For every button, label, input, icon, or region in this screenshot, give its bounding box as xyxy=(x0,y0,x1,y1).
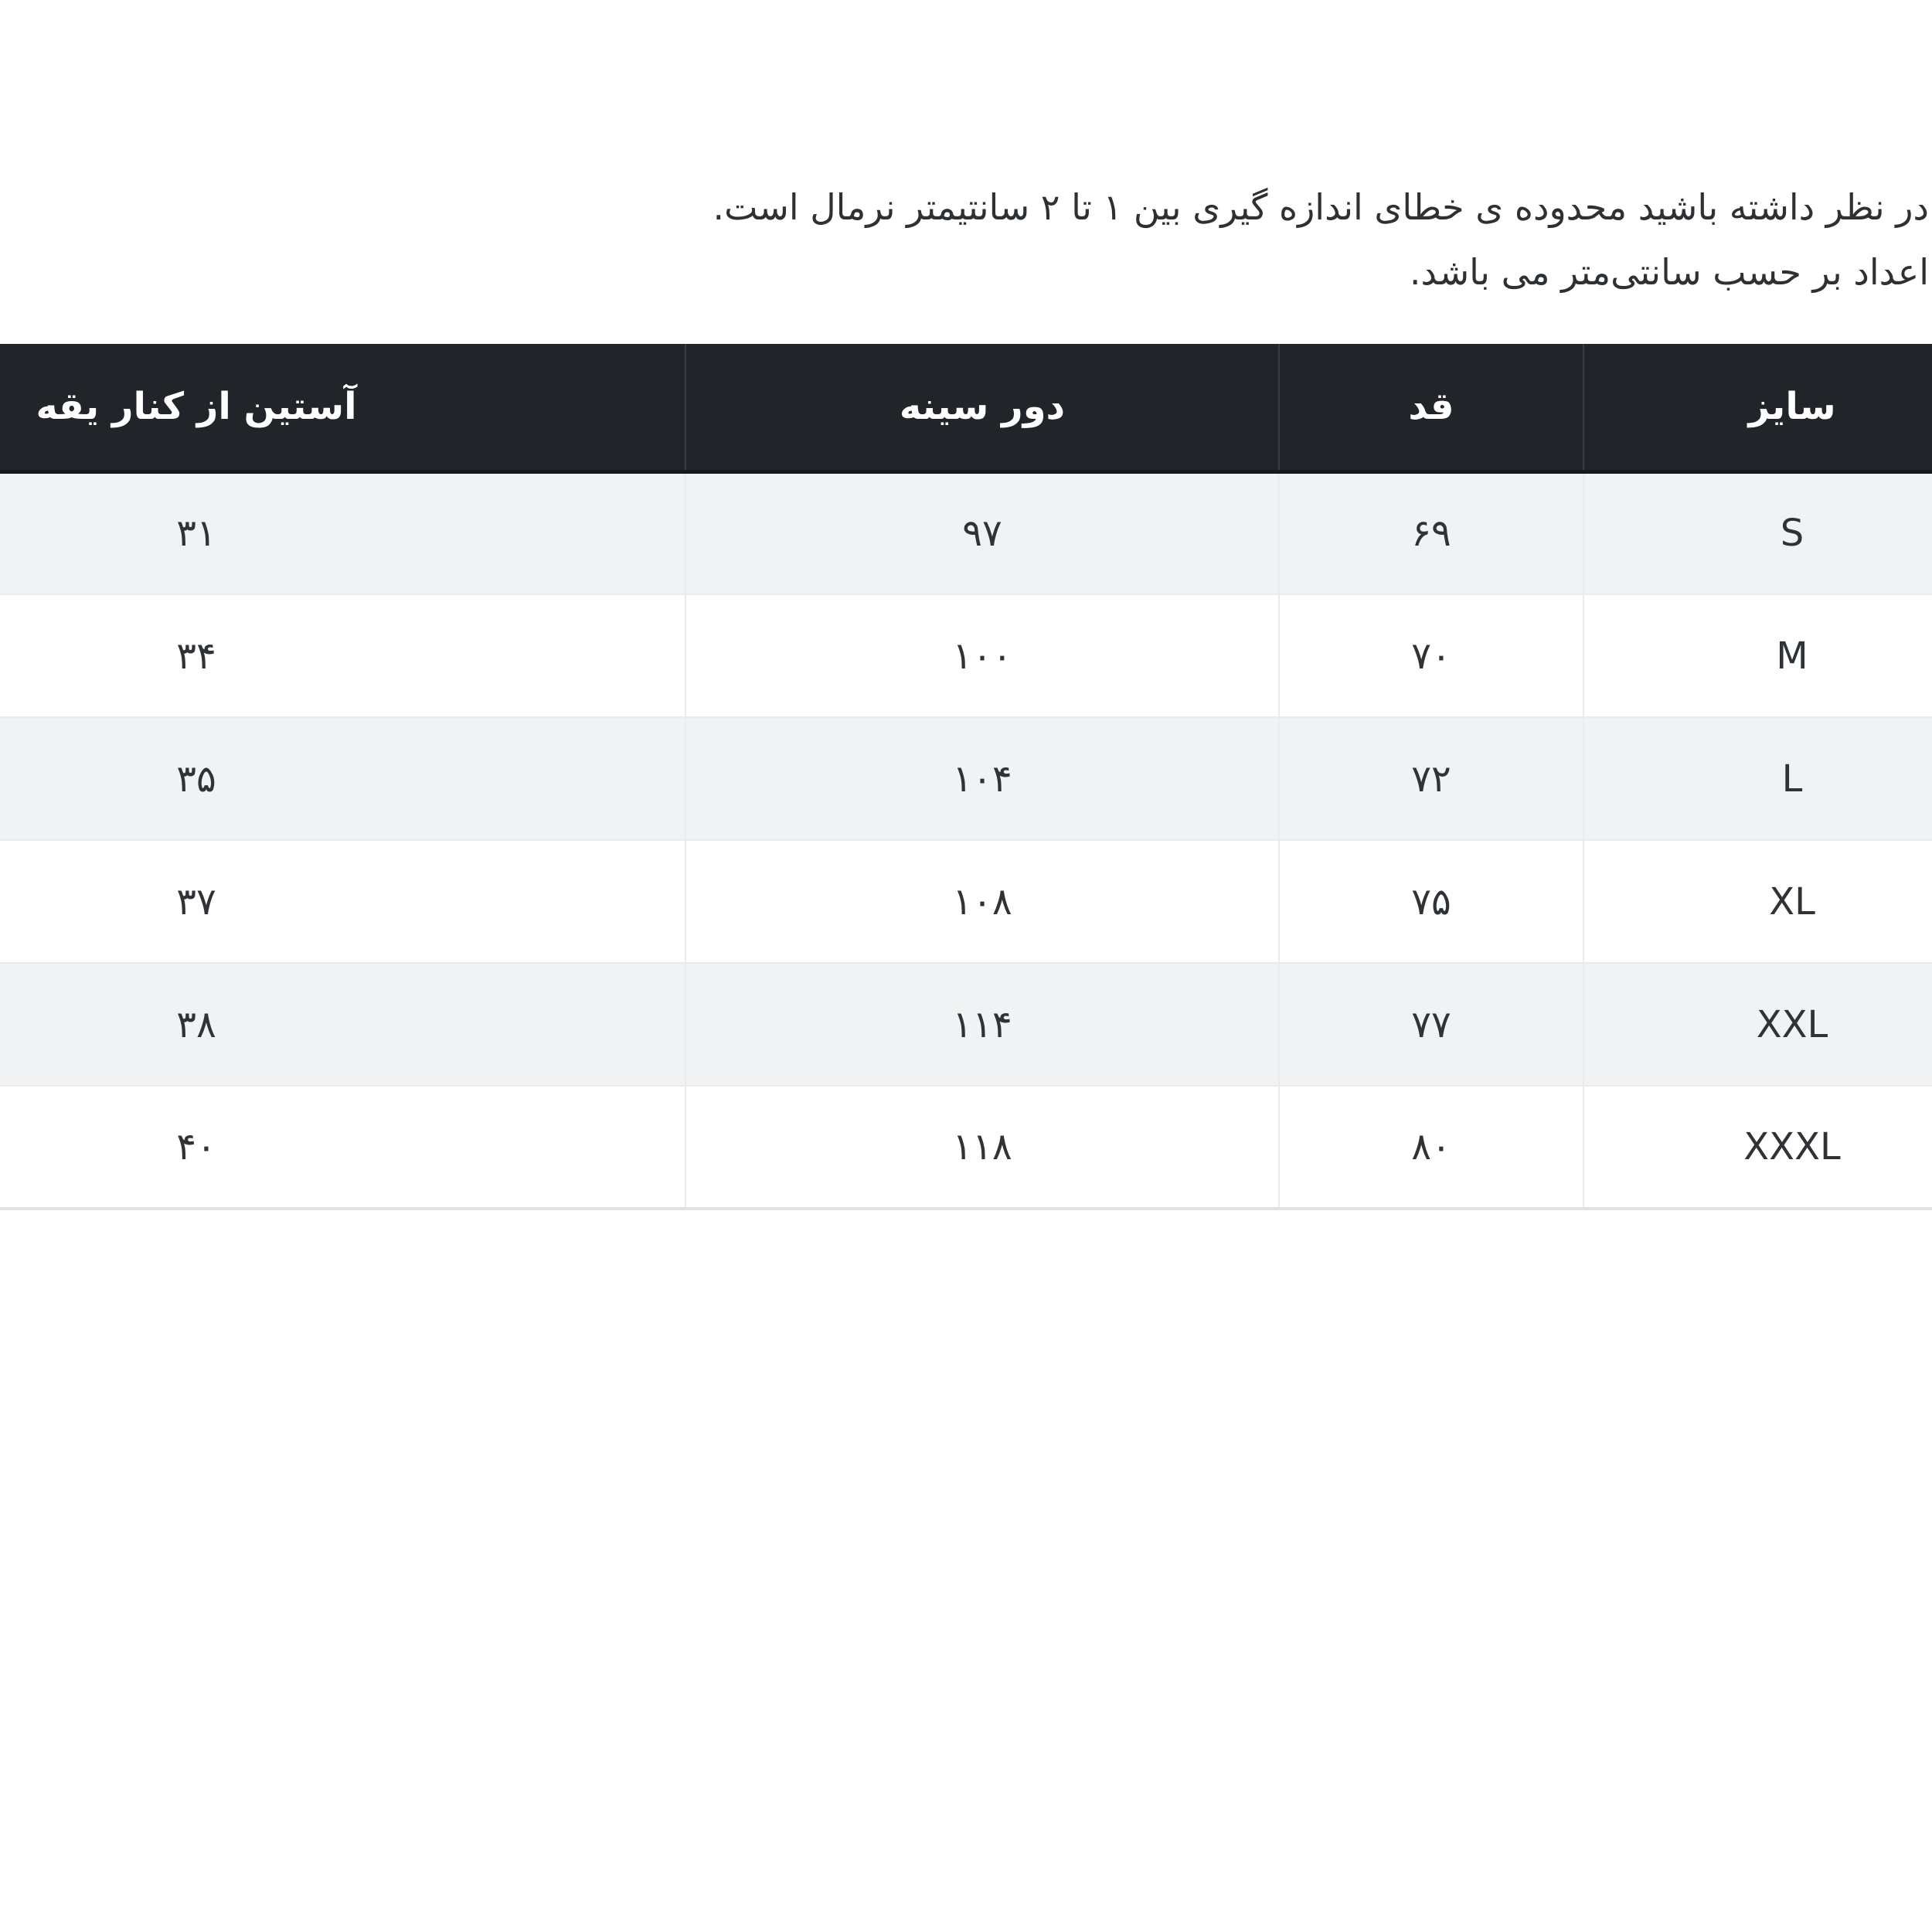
cell-size: M xyxy=(1583,594,1932,717)
column-header-size: سایز xyxy=(1583,344,1932,471)
cell-chest: ۱۰۰ xyxy=(685,594,1279,717)
cell-sleeve: ۳۱ xyxy=(0,471,685,594)
cell-chest: ۱۰۴ xyxy=(685,717,1279,840)
cell-size: XXL xyxy=(1583,963,1932,1086)
measurement-note-line-2: اعداد بر حسب سانتی‌متر می باشد. xyxy=(1409,251,1929,293)
cell-chest: ۱۱۸ xyxy=(685,1086,1279,1209)
cell-sleeve: ۳۸ xyxy=(0,963,685,1086)
measurement-note xyxy=(0,175,1929,304)
table-header-row xyxy=(0,344,1932,471)
measurement-note-line-1: در نظر داشته باشید محدوده ی خطای اندازه گیری بین ۱ تا ۲ سانتیمتر نرمال است. xyxy=(713,186,1929,228)
cell-chest: ۱۰۸ xyxy=(685,840,1279,963)
cell-sleeve: ۳۵ xyxy=(0,717,685,840)
size-chart-table xyxy=(0,344,1932,1210)
column-header-chest: دور سینه xyxy=(685,344,1279,471)
cell-height: ۸۰ xyxy=(1279,1086,1583,1209)
column-header-sleeve: آستین از کنار یقه xyxy=(0,344,685,471)
column-header-height: قد xyxy=(1279,344,1583,471)
cell-size: S xyxy=(1583,471,1932,594)
cell-sleeve: ۳۷ xyxy=(0,840,685,963)
cell-height: ۷۵ xyxy=(1279,840,1583,963)
cell-sleeve: ۳۴ xyxy=(0,594,685,717)
cell-height: ۶۹ xyxy=(1279,471,1583,594)
cell-height: ۷۷ xyxy=(1279,963,1583,1086)
cell-height: ۷۰ xyxy=(1279,594,1583,717)
cell-height: ۷۲ xyxy=(1279,717,1583,840)
cell-chest: ۹۷ xyxy=(685,471,1279,594)
table-row-l xyxy=(0,717,1932,840)
cell-sleeve: ۴۰ xyxy=(0,1086,685,1209)
table-row-xxl xyxy=(0,963,1932,1086)
cell-size: L xyxy=(1583,717,1932,840)
table-row-xl xyxy=(0,840,1932,963)
table-row-s xyxy=(0,471,1932,594)
table-row-xxxl xyxy=(0,1086,1932,1209)
cell-size: XXXL xyxy=(1583,1086,1932,1209)
cell-size: XL xyxy=(1583,840,1932,963)
table-row-m xyxy=(0,594,1932,717)
cell-chest: ۱۱۴ xyxy=(685,963,1279,1086)
